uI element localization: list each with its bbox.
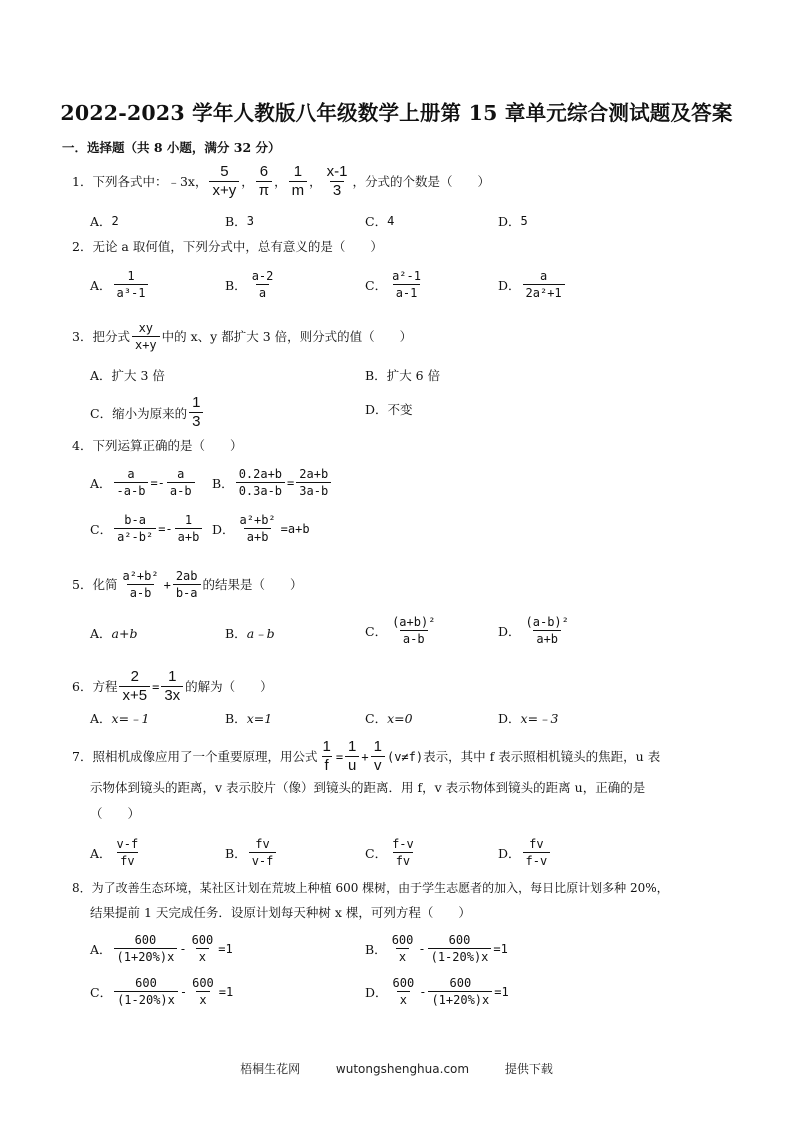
option-d[interactable]: D． $\frac{\text{a²+b²}}{a+b}$ =a+b	[212, 513, 310, 544]
fraction: $\frac{1}{\text{a³-1}}$	[114, 268, 149, 301]
question-1: 1． 下列各式中： ﹣3x， $\frac{5}{x+y}$ ， $\frac{6}{\pi}$ ， $\frac{1}{m}$ ， $\frac{x-1}{3}$ ，分式的个数是（ ）	[72, 163, 491, 199]
option-a[interactable]: A． $\frac{v-f}{fv}$	[90, 837, 139, 868]
option-a[interactable]: A． $\frac{a}{-a-b}$ =- $\frac{a}{a-b}$	[90, 466, 197, 499]
fraction: $\frac{xy}{x+y}$	[132, 320, 160, 353]
option-a[interactable]: A． 扩大 3 倍	[90, 368, 165, 383]
option-c[interactable]: C． $\frac{b-a}{\text{a²-b²}}$ =- $\frac{1}{a+b}$	[90, 512, 204, 545]
option-d[interactable]: D． $\frac{fv}{f-v}$	[498, 836, 552, 869]
fraction: $\frac{\text{a²-1}}{a-1}$	[392, 269, 421, 300]
option-a[interactable]: A． $\frac{1}{\text{a³-1}}$	[90, 268, 150, 301]
fraction: $\frac{1}{m}$	[289, 163, 308, 200]
option-a[interactable]: A． 2	[90, 214, 119, 229]
question-8-line2: 结果提前 1 天完成任务．设原计划每天种树 x 棵，可列方程（ ）	[90, 905, 471, 920]
question-7-line3: （ ）	[90, 806, 141, 821]
fraction: $\frac{x-1}{3}$	[326, 163, 348, 199]
option-b[interactable]: B． 扩大 6 倍	[365, 368, 441, 383]
option-a[interactable]: A． $\frac{600}{(1+20\%)x}$ - $\frac{600}{x}$ =1	[90, 933, 233, 964]
question-number: 1．	[72, 173, 93, 189]
fraction: $\frac{a}{\text{2a²+1}}$	[523, 268, 565, 301]
option-b[interactable]: B． $\frac{fv}{v-f}$	[225, 836, 278, 869]
term: ﹣3x，	[167, 173, 208, 189]
option-a[interactable]: A． x=﹣1	[90, 711, 150, 726]
question-stem: ，分式的个数是（ ）	[352, 173, 491, 189]
question-7-line2: 示物体到镜头的距离，v 表示胶片（像）到镜头的距离．用 f，v 表示物体到镜头的距离 u，正确的是	[90, 780, 646, 795]
question-3: 3． 把分式 $\frac{xy}{x+y}$ 中的 x、y 都扩大 3 倍，则分式的值（ ）	[72, 321, 413, 352]
option-a[interactable]: A． a+b	[90, 625, 138, 641]
fraction: $\frac{a-2}{a}$	[251, 269, 274, 300]
fraction: $\frac{1}{3}$	[189, 394, 203, 431]
question-stem: 下列各式中：	[92, 173, 168, 189]
question-6: 6． 方程 $\frac{2}{x+5}$ = $\frac{1}{3x}$ 的解为（ ）	[72, 668, 273, 704]
option-d[interactable]: D． x=﹣3	[498, 711, 559, 726]
option-c[interactable]: C． 缩小为原来的 $\frac{1}{3}$	[90, 394, 205, 431]
option-b[interactable]: B． 3	[225, 214, 254, 229]
option-b[interactable]: B． $\frac{a-2}{a}$	[225, 268, 278, 301]
option-c[interactable]: C． 4	[365, 214, 395, 229]
option-d[interactable]: D． $\frac{a}{\text{2a²+1}}$	[498, 268, 567, 301]
fraction: $\frac{5}{x+y}$	[209, 163, 239, 200]
question-8: 8． 为了改善生态环境，某社区计划在荒坡上种植 600 棵树，由于学生志愿者的加入，每日比原计划多种 20%，	[72, 881, 669, 895]
question-5: 5． 化简 $\frac{\text{a²+b²}}{a-b}$ + $\frac{2ab}{b-a}$ 的结果是（ ）	[72, 569, 303, 600]
option-d[interactable]: D． $\frac{\text{(a-b)²}}{a+b}$	[498, 615, 569, 646]
option-c[interactable]: C． x=0	[365, 710, 413, 726]
option-c[interactable]: C． $\frac{\text{a²-1}}{a-1}$	[365, 268, 426, 301]
option-b[interactable]: B． x=1	[225, 710, 273, 726]
option-b[interactable]: B． a﹣b	[225, 626, 275, 641]
question-4: 4． 下列运算正确的是（ ）	[72, 438, 243, 453]
fraction: $\frac{6}{\pi}$	[256, 163, 272, 200]
footer-url[interactable]: wutongshenghua.com	[335, 1062, 470, 1076]
option-d[interactable]: D． 5	[498, 214, 528, 229]
footer	[0, 1060, 793, 1077]
option-c[interactable]: C． $\frac{\text{(a+b)²}}{a-b}$	[365, 615, 436, 646]
option-d[interactable]: D． 不变	[365, 402, 413, 417]
option-c[interactable]: C． $\frac{f-v}{fv}$	[365, 837, 414, 868]
question-2: 2． 无论 a 取何值，下列分式中，总有意义的是（ ）	[72, 237, 383, 257]
question-7: 7． 照相机成像应用了一个重要原理，用公式 $\frac{1}{f}$ = $\frac{1}{u}$ + $\frac{1}{v}$ (v≠f) 表示，其中 f 表示照相机镜头的焦距，u 表	[72, 738, 661, 774]
option-d[interactable]: D． $\frac{600}{x}$ - $\frac{600}{(1+20\%)x}$ =1	[365, 976, 509, 1007]
footer-note: 提供下载	[504, 1062, 553, 1076]
section-heading: 一．选择题（共 8 小题，满分 32 分）	[62, 140, 281, 155]
question-stem: 无论 a 取何值，下列分式中，总有意义的是（ ）	[92, 239, 383, 254]
option-b[interactable]: B． $\frac{600}{x}$ - $\frac{600}{(1-20\%)x}$ =1	[365, 933, 508, 964]
option-b[interactable]: B． $\frac{0.2a+b}{0.3a-b}$ = $\frac{2a+b}{3a-b}$	[212, 466, 333, 499]
page-title: 2022-2023 学年人教版八年级数学上册第 15 章单元综合测试题及答案	[60, 101, 733, 125]
footer-site-name: 梧桐生花网	[240, 1062, 301, 1076]
option-c[interactable]: C． $\frac{600}{(1-20\%)x}$ - $\frac{600}{x}$ =1	[90, 976, 234, 1007]
